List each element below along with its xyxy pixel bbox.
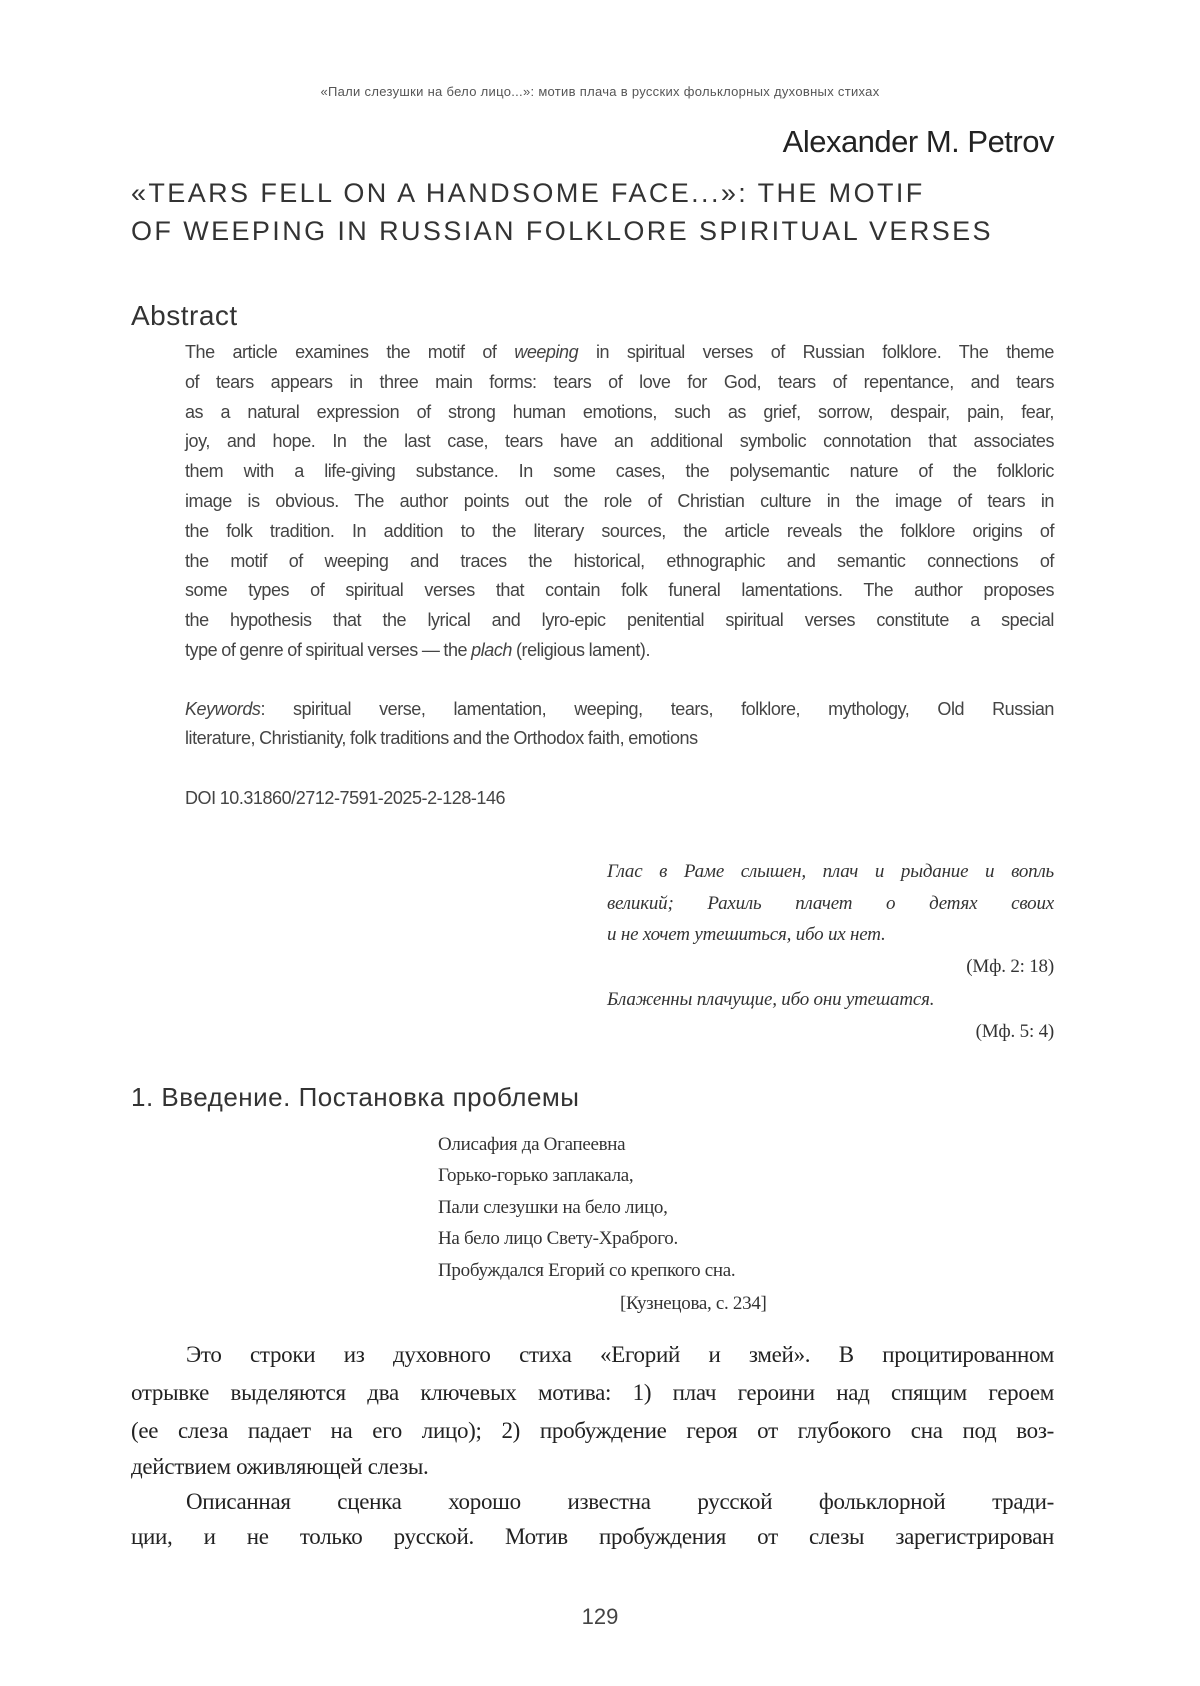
text-segment: The article examines the motif of: [185, 342, 514, 362]
paragraph-line: отрывке выделяются два ключевых мотива: 1) плач героини над спящим героем: [131, 1378, 1054, 1408]
poem-line: На бело лицо Свету-Храброго.: [438, 1226, 678, 1252]
text-segment: joy, and hope. In the last case, tears have an additional symbolic connotation that associates: [185, 431, 1054, 451]
text-segment: some types of spiritual verses that contain folk funeral lamentations. The author proposes: [185, 580, 1054, 600]
article-title-line: «TEARS FELL ON A HANDSOME FACE...»: THE MOTIF: [131, 178, 925, 209]
epigraph-line: Блаженны плачущие, ибо они утешатся.: [607, 987, 1054, 1013]
author-name: Alexander M. Petrov: [783, 124, 1054, 160]
page-number: 129: [0, 1604, 1200, 1630]
text-segment: of tears appears in three main forms: tears of love for God, tears of repentance, and tears: [185, 372, 1054, 392]
poem-citation: [Кузнецова, с. 234]: [620, 1291, 767, 1317]
doi: DOI 10.31860/2712-7591-2025-2-128-146: [185, 786, 1054, 810]
poem-line: Олисафия да Огапеевна: [438, 1132, 625, 1158]
text-segment: the folk tradition. In addition to the literary sources, the article reveals the folklore origins of: [185, 521, 1054, 541]
abstract-line: [185, 578, 1054, 602]
abstract-line: [185, 370, 1054, 394]
paragraph-line: Это строки из духовного стиха «Егорий и змей». В процитированном: [131, 1340, 1054, 1370]
italic-text: plach: [471, 640, 512, 660]
paragraph-line: ции, и не только русской. Мотив пробуждения от слезы зарегистрирован: [131, 1522, 1054, 1552]
italic-text: weeping: [514, 342, 578, 362]
text-segment: literature, Christianity, folk traditions and the Orthodox faith, emotions: [185, 728, 698, 748]
keywords-line: [185, 726, 1054, 750]
epigraph-line: Глас в Раме слышен, плач и рыдание и вопль: [607, 859, 1054, 885]
epigraph-line: и не хочет утешиться, ибо их нет.: [607, 922, 1054, 948]
poem-line: Пали слезушки на бело лицо,: [438, 1195, 668, 1221]
abstract-line: [185, 429, 1054, 453]
text-segment: image is obvious. The author points out the role of Christian culture in the image of tears in: [185, 491, 1054, 511]
keywords-line: [185, 697, 1054, 721]
abstract-line: [185, 489, 1054, 513]
poem-line: Пробуждался Егорий со крепкого сна.: [438, 1258, 735, 1284]
article-title-line: OF WEEPING IN RUSSIAN FOLKLORE SPIRITUAL VERSES: [131, 216, 993, 247]
italic-text: Keywords: [185, 699, 260, 719]
text-segment: them with a life-giving substance. In some cases, the polysemantic nature of the folkloric: [185, 461, 1054, 481]
abstract-line: [185, 459, 1054, 483]
epigraph-reference: (Мф. 5: 4): [607, 1019, 1054, 1045]
text-segment: in spiritual verses of Russian folklore. The theme: [578, 342, 1054, 362]
abstract-line: [185, 519, 1054, 543]
text-segment: the motif of weeping and traces the historical, ethnographic and semantic connections of: [185, 551, 1054, 571]
paragraph-line: Описанная сценка хорошо известна русской фольклорной тради-: [131, 1487, 1054, 1517]
abstract-line: [185, 340, 1054, 364]
text-segment: (religious lament).: [512, 640, 650, 660]
epigraph-line: великий; Рахиль плачет о детях своих: [607, 891, 1054, 917]
abstract-line: [185, 400, 1054, 424]
abstract-line: [185, 638, 1054, 662]
paragraph-line: (ее слеза падает на его лицо); 2) пробуждение героя от глубокого сна под воз-: [131, 1416, 1054, 1446]
epigraph-reference: (Мф. 2: 18): [607, 954, 1054, 980]
abstract-heading: Abstract: [131, 300, 238, 332]
text-segment: type of genre of spiritual verses — the: [185, 640, 471, 660]
abstract-line: [185, 549, 1054, 573]
text-segment: as a natural expression of strong human emotions, such as grief, sorrow, despair, pain, fear,: [185, 402, 1054, 422]
poem-line: Горько-горько заплакала,: [438, 1163, 633, 1189]
running-header: «Пали слезушки на бело лицо...»: мотив плача в русских фольклорных духовных стихах: [0, 84, 1200, 99]
text-segment: : spiritual verse, lamentation, weeping, tears, folklore, mythology, Old Russian: [260, 699, 1054, 719]
section-heading: 1. Введение. Постановка проблемы: [131, 1082, 579, 1113]
abstract-line: [185, 608, 1054, 632]
paragraph-line: действием оживляющей слезы.: [131, 1452, 1054, 1482]
text-segment: the hypothesis that the lyrical and lyro-epic penitential spiritual verses constitute a special: [185, 610, 1054, 630]
